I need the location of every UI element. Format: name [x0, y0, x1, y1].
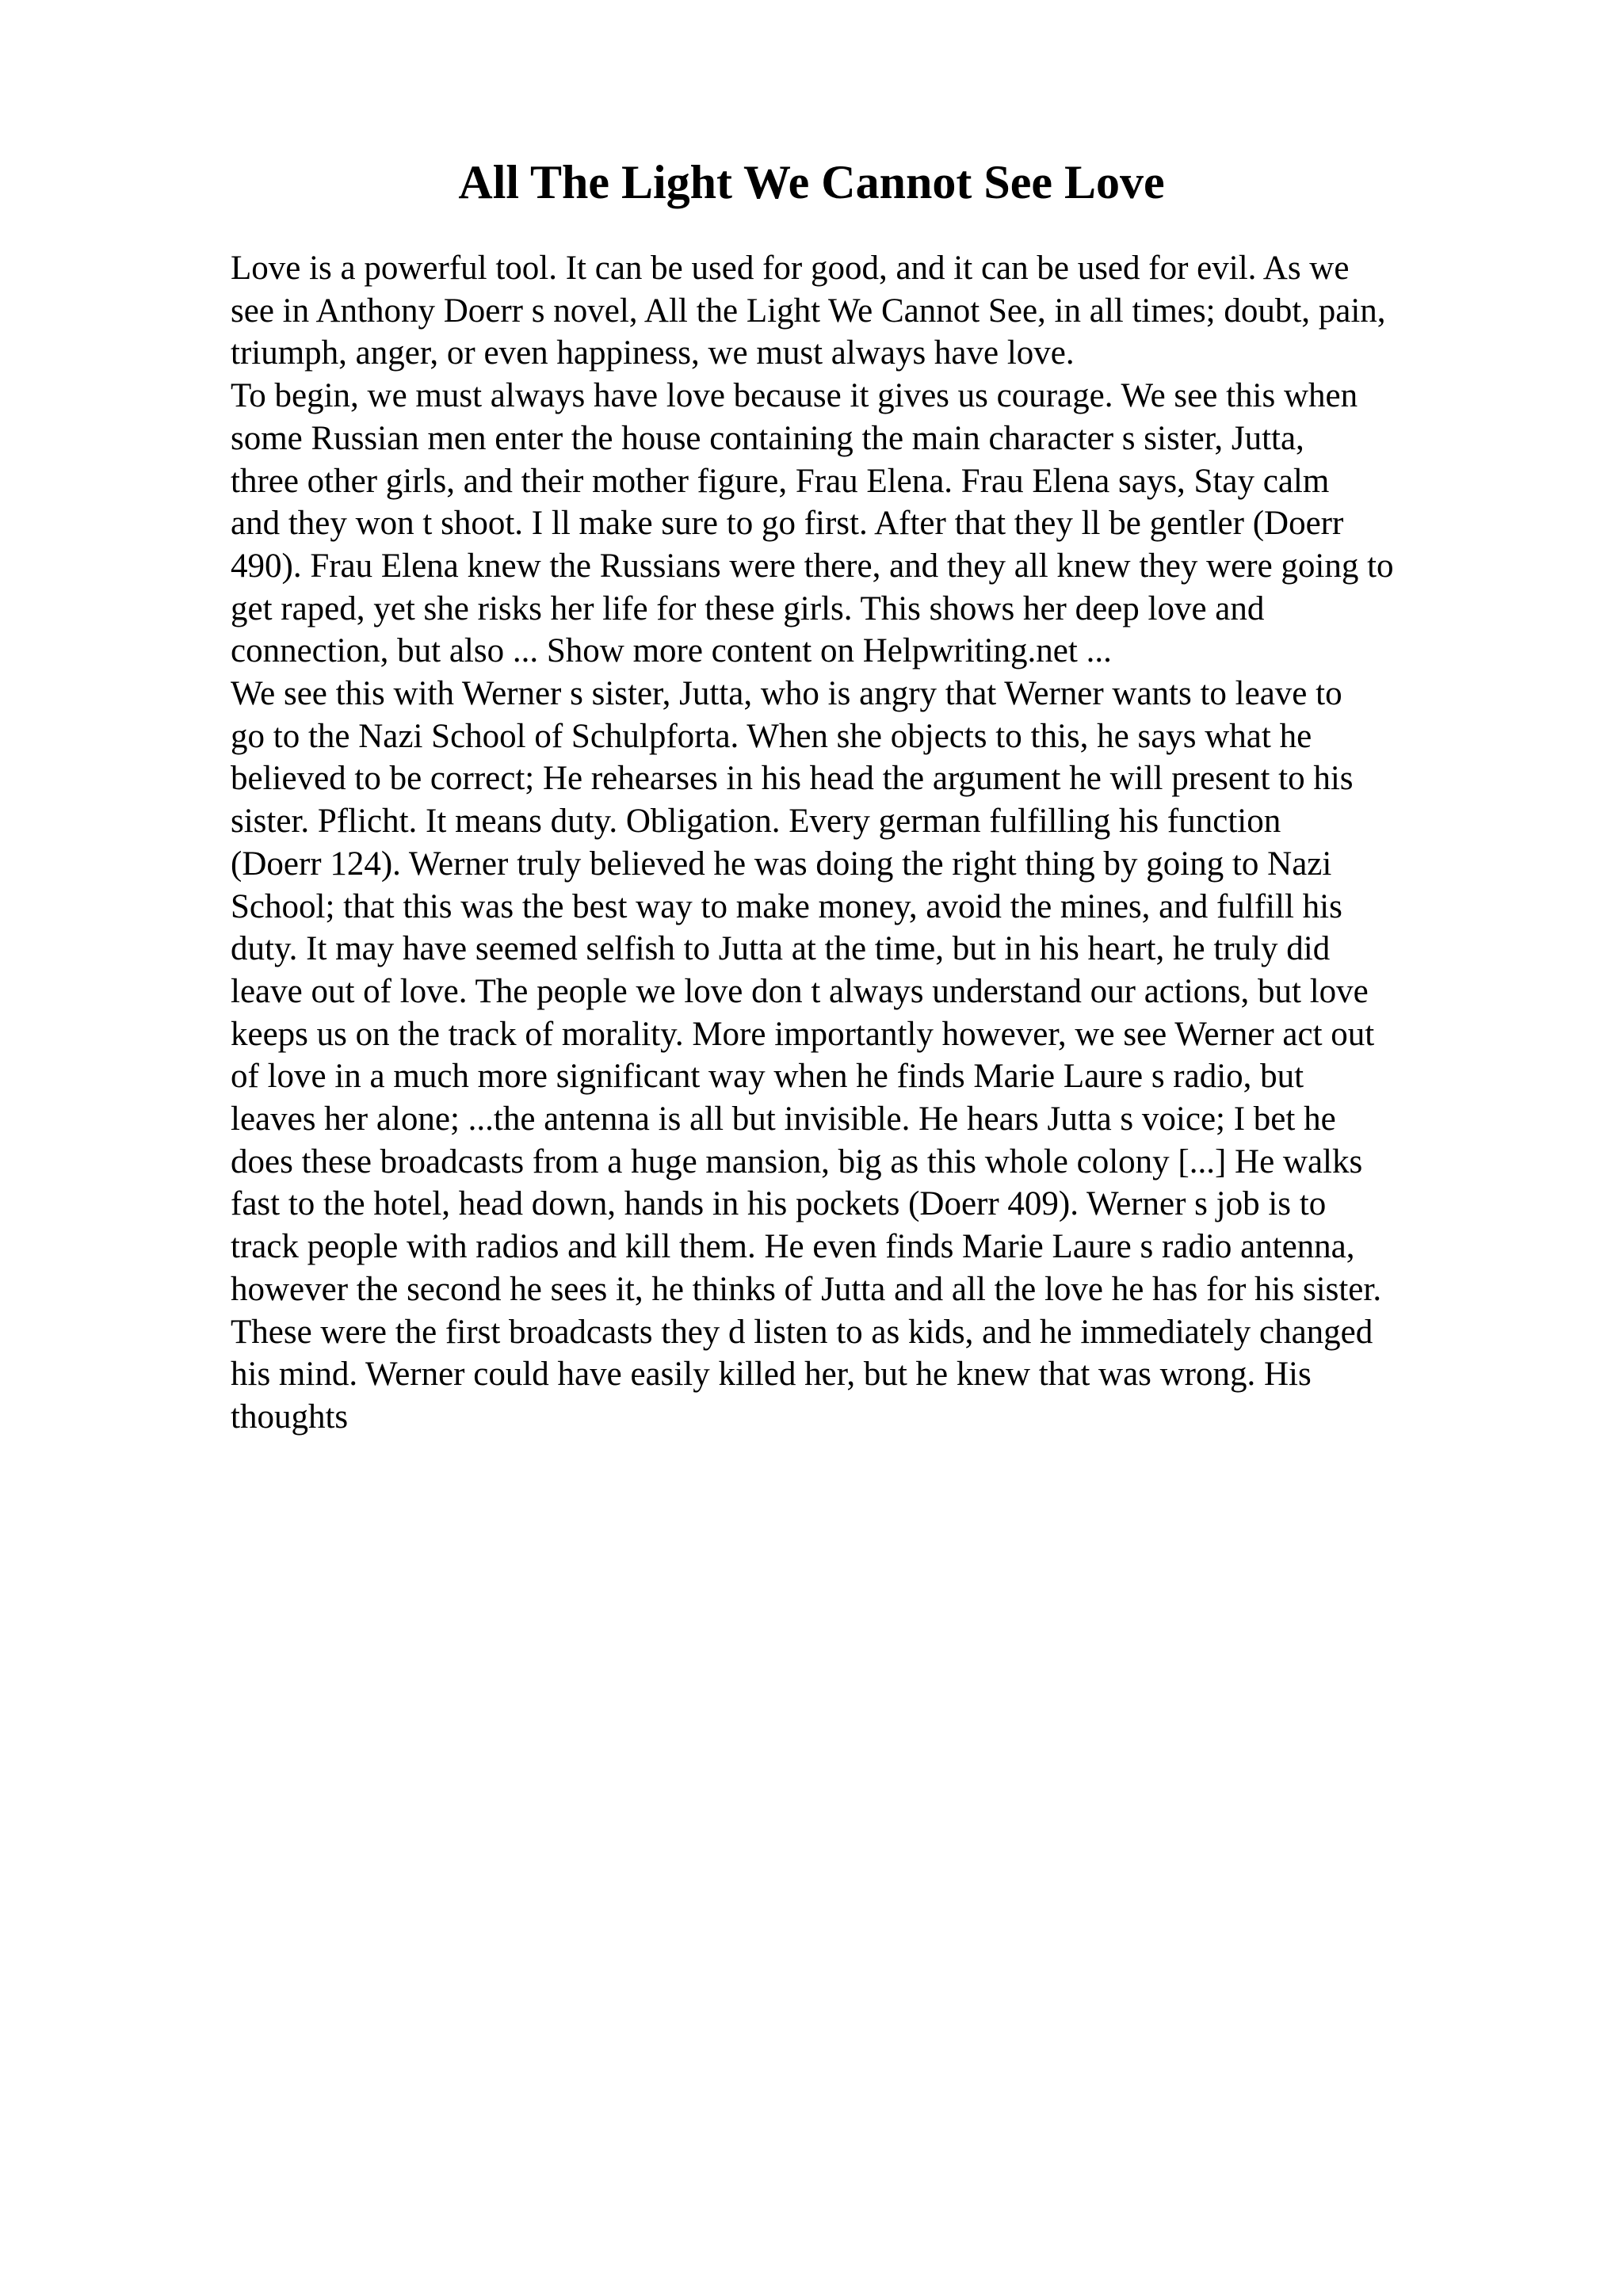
body-line: Love is a powerful tool. It can be used for good, and it can be used for evil. As we — [231, 250, 1350, 287]
body-line: 490). Frau Elena knew the Russians were there, and they all knew they were going to — [231, 547, 1394, 585]
body-line: connection, but also ... Show more content on Helpwriting.net ... — [231, 632, 1112, 670]
body-line: sister. Pflicht. It means duty. Obligation. Every german fulfilling his function — [231, 803, 1281, 841]
body-line: of love in a much more significant way when he finds Marie Laure s radio, but — [231, 1058, 1304, 1096]
body-line: three other girls, and their mother figure, Frau Elena. Frau Elena says, Stay calm — [231, 462, 1330, 500]
body-line: These were the first broadcasts they d listen to as kids, and he immediately changed — [231, 1313, 1373, 1351]
body-line: does these broadcasts from a huge mansion, big as this whole colony [...] He walks — [231, 1142, 1363, 1180]
body-line: thoughts — [231, 1398, 349, 1436]
document-body — [231, 247, 1514, 1439]
body-line: We see this with Werner s sister, Jutta, who is angry that Werner wants to leave to — [231, 675, 1342, 713]
body-line: get raped, yet she risks her life for these girls. This shows her deep love and — [231, 589, 1265, 627]
body-line: School; that this was the best way to make money, avoid the mines, and fulfill his — [231, 887, 1342, 925]
body-line: (Doerr 124). Werner truly believed he was doing the right thing by going to Nazi — [231, 845, 1332, 883]
body-line: his mind. Werner could have easily killed her, but he knew that was wrong. His — [231, 1356, 1312, 1394]
body-line: go to the Nazi School of Schulpforta. When she objects to this, he says what he — [231, 717, 1312, 755]
body-line: duty. It may have seemed selfish to Jutta at the time, but in his heart, he truly did — [231, 930, 1331, 968]
body-line: leaves her alone; ...the antenna is all but invisible. He hears Jutta s voice; I bet he — [231, 1100, 1336, 1138]
document-title: All The Light We Cannot See Love — [458, 156, 1165, 208]
body-line: track people with radios and kill them. He even finds Marie Laure s radio antenna, — [231, 1228, 1355, 1266]
body-line: triumph, anger, or even happiness, we must always have love. — [231, 334, 1075, 372]
body-line: and they won t shoot. I ll make sure to go first. After that they ll be gentler (Doerr — [231, 505, 1344, 543]
body-line: however the second he sees it, he thinks of Jutta and all the love he has for his sister. — [231, 1270, 1382, 1308]
body-line: fast to the hotel, head down, hands in his pockets (Doerr 409). Werner s job is to — [231, 1185, 1327, 1223]
body-line: keeps us on the track of morality. More importantly however, we see Werner act out — [231, 1015, 1375, 1053]
body-line: see in Anthony Doerr s novel, All the Light We Cannot See, in all times; doubt, pain, — [231, 292, 1386, 330]
body-line: some Russian men enter the house containing the main character s sister, Jutta, — [231, 419, 1304, 457]
body-line: leave out of love. The people we love don t always understand our actions, but love — [231, 972, 1369, 1010]
body-line: To begin, we must always have love because it gives us courage. We see this when — [231, 377, 1358, 415]
body-line: believed to be correct; He rehearses in his head the argument he will present to his — [231, 760, 1354, 798]
